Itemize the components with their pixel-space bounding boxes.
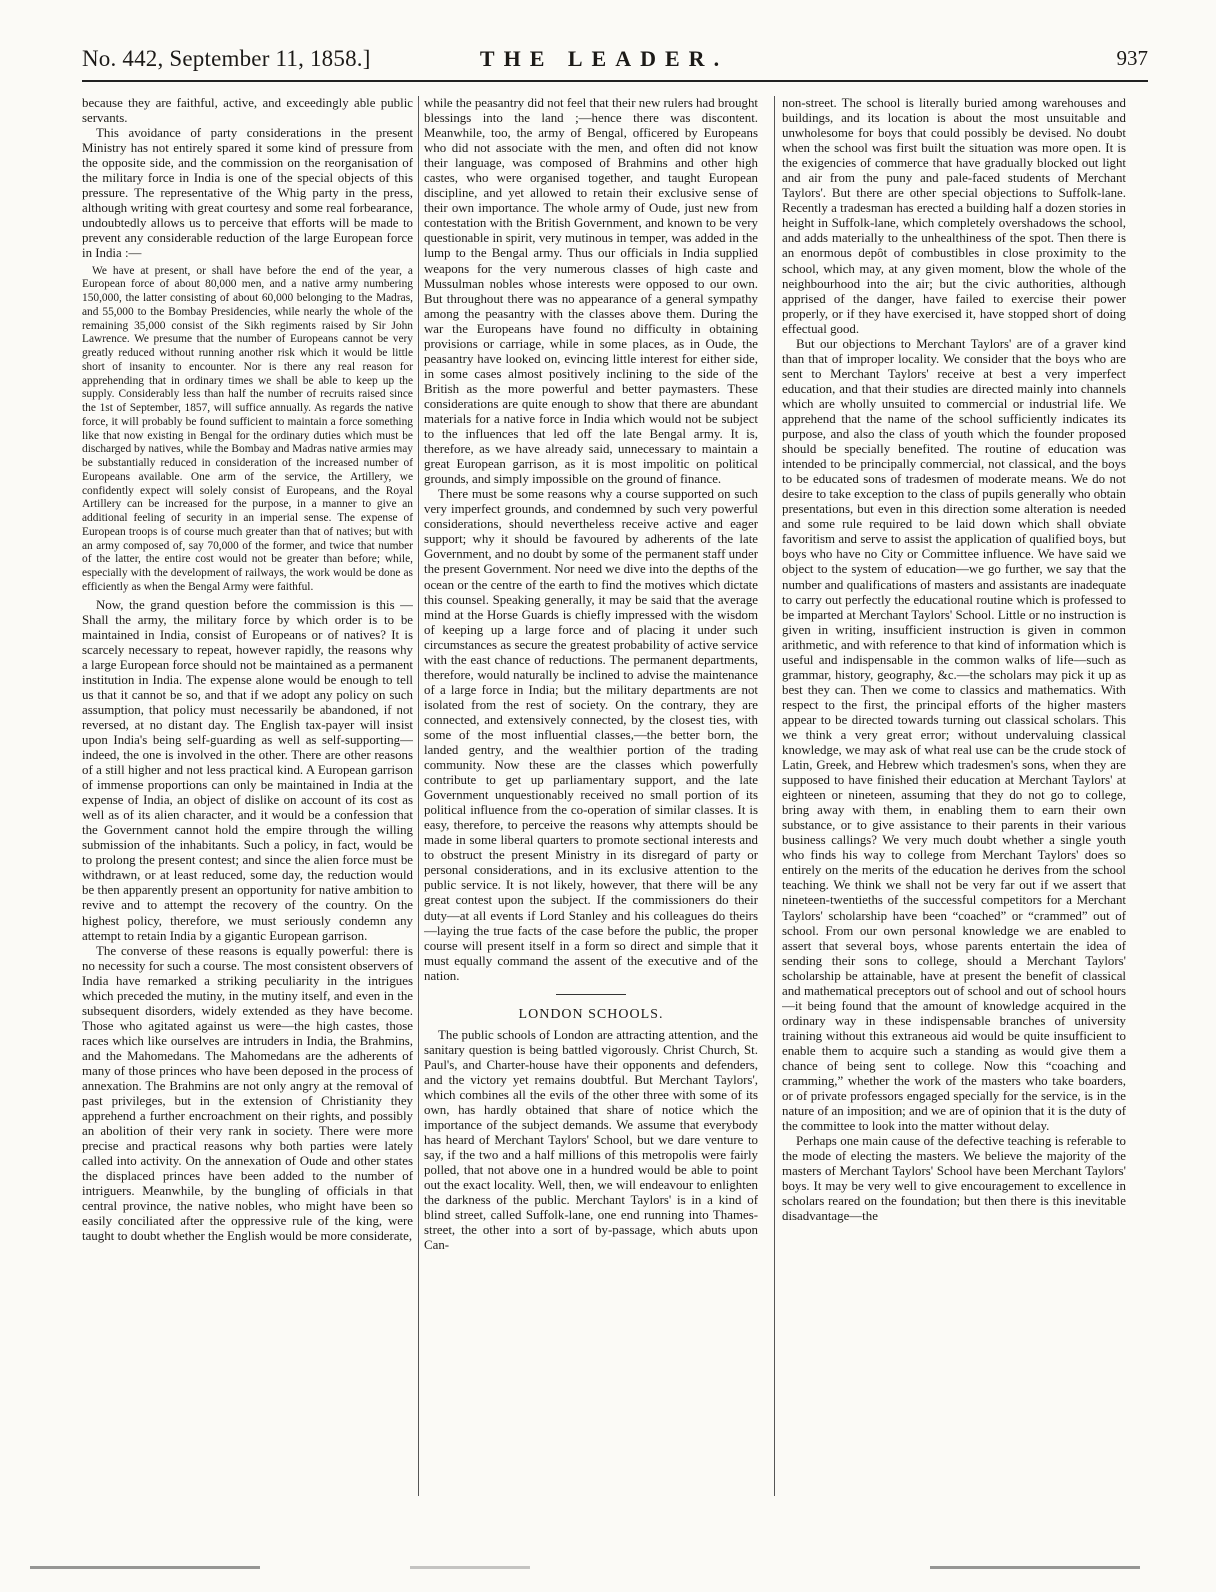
paragraph: because they are faithful, active, and exceedingly able public servants.	[82, 96, 413, 126]
scan-noise	[30, 1560, 1186, 1574]
block-quote: We have at present, or shall have before the end of the year, a European force of about 80,000 men, and a native army numbering 150,000, the latter consisting of about 60,000 belonging to the Madras, and 55,000 to the Bombay Presidencies, while nearly the whole of the remaining 35,000 consist of the Sikh regiments raised by Sir John Lawrence. We presume that the number of Europeans cannot be very greatly reduced without running another risk which it would be little short of insanity to encounter. Nor is there any real reason for apprehending that in ordinary times we shall be able to keep up the supply. Considerably less than half the number of recruits raised since the 1st of September, 1857, will suffice annually. As regards the native force, it will probably be found sufficient to maintain a force something like that now existing in Bengal for the ordinary duties which must be discharged by natives, while the Bombay and Madras native armies may be substantially reduced in consideration of the increased number of Europeans available. One arm of the service, the Artillery, we confidently expect will solely consist of Europeans, and the Royal Artillery can be increased for the purpose, in a manner to give an additional feeling of security in an imperial sense. The expense of European troops is of course much greater than that of natives; but with an army composed of, say 70,000 of the former, and twice that number of the latter, the entire cost would not be greater than before; while, especially with the development of railways, the work would be done as efficiently as when the Bengal Army were faithful.	[82, 264, 413, 593]
column-3	[782, 96, 1126, 1501]
column-1	[82, 96, 413, 1501]
masthead-title: THE LEADER.	[479, 46, 729, 71]
paragraph: The converse of these reasons is equally powerful: there is no necessity for such a course. The most consistent observers of India have remarked a striking peculiarity in the intrigues which preceded the mutiny, in the mutiny itself, and even in the subsequent disorders, widely extended as they have become. Those who agitated against us were—the high castes, those races which like ourselves are intruders in India, the Brahmins, and the Mahomedans. The Mahomedans are the adherents of many of those princes who have been deposed in the process of annexation. The Brahmins are not only angry at the removal of past privileges, but in the extension of Christianity they apprehend a further encroachment on their rights, and possibly an abolition of their very rank in society. There were more precise and practical reasons why both parties were lately called into activity. On the annexation of Oude and other states the displaced princes have been added to the number of intriguers. Meanwhile, by the bungling of officials in that central province, the native nobles, who might have been so easily conciliated after the oppressive rule of the king, were taught to doubt whether the English would be more considerate,	[82, 943, 413, 1244]
paragraph: Perhaps one main cause of the defective teaching is referable to the mode of electing the masters. We believe the majority of the masters of Merchant Taylors' School have been Merchant Taylors' boys. It may be very well to give encouragement to excellence in scholars reared on the foundation; but then there is this inevitable disadvantage—the	[782, 1134, 1126, 1224]
paragraph: while the peasantry did not feel that their new rulers had brought blessings into the land ;—hence there was discontent. Meanwhile, too, the army of Bengal, officered by Europeans who did not associate with the men, and often did not know their language, was composed of Brahmins and other high castes, who were organised together, and taught European discipline, and yet allowed to retain their exclusive sense of their own importance. The whole army of Oude, just new from contestation with the British Government, and known to be very questionable in spirit, very mutinous in temper, was added in the lump to the Bengal army. Thus our officials in India supplied weapons for the very numerous classes of high caste and Mussulman nobles whose interests were opposed to our own. But throughout there was no appearance of a general sympathy among the peasantry with the classes above them. During the war the Europeans have found no difficulty in obtaining provisions or carriage, while in some places, as in Oude, the peasantry have looked on, evincing little interest for either side, in some cases almost positively inclining to the side of the British as the more powerful and better paymasters. These considerations are quite enough to show that there are abundant materials for a native force in India which would not be subject to the influences that led off the late Bengal army. It is, therefore, as we have already said, unnecessary to maintain a great European garrison, as it is most impolitic on political grounds, and simply impossible on the ground of finance.	[424, 96, 758, 487]
paragraph: Now, the grand question before the commission is this — Shall the army, the military force by which order is to be maintained in India, consist of Europeans or of natives? It is scarcely necessary to repeat, however rapidly, the reasons why a large European force should not be maintained as a permanent institution in India. The expense alone would be enough to tell us that it cannot be so, and that if we adopt any policy on such assumption, that policy must necessarily be abandoned, if not reversed, at no distant day. The English tax-payer will insist upon India's being self-guarding as well as self-supporting—indeed, the one is involved in the other. There are other reasons of a still higher and not less practical kind. A European garrison of immense proportions can only be maintained in India at the expense of India, an object of dislike on account of its cost as well as of its alien character, and it would be a confession that the Government cannot hold the empire through the willing submission of the inhabitants. Such a policy, in fact, would be to prolong the present contest; and since the alien force must be withdrawn, or at least reduced, some day, the reduction would be then apparently present an opportunity for native ambition to revive and to attempt the recovery of the country. On the highest policy, therefore, we must seriously condemn any attempt to retain India by a gigantic European garrison.	[82, 597, 413, 943]
section-heading: LONDON SCHOOLS.	[518, 1006, 664, 1022]
paragraph: But our objections to Merchant Taylors' are of a graver kind than that of improper locality. We consider that the boys who are sent to Merchant Taylors' receive at best a very imperfect education, and that their studies are directed mainly into channels which are wholly unsuited to commercial or industrial life. We apprehend that the name of the school sufficiently indicates its purpose, and also the class of youth which the founder proposed should be specially benefited. The routine of education was intended to be principally commercial, not classical, and the boys to be educated sons of tradesmen of moderate means. We do not desire to take exception to the class of pupils generally who obtain presentations, but even in this direction some alteration is needed and some rule required to be laid down which shall obviate favoritism and serve to assist the application of qualified boys, but boys who have no City or Committee influence. We have said we object to the system of education—we go further, we say that the number and qualifications of masters and assistants are inadequate to carry out perfectly the educational routine which is professed to be imparted at Merchant Taylors' School. Little or no instruction is given in writing, insufficient instruction is given in common arithmetic, and with reference to that kind of information which is useful and indispensable in the common walks of life—such as grammar, history, geography, &c.—the scholars may pick it up as best they can. Then we come to classics and mathematics. With respect to the first, the principal efforts of the higher masters appear to be directed towards turning out classical scholars. This we think a very great error; without undervaluing classical knowledge, we may ask of what real use can be the crude stock of Latin, Greek, and Hebrew which tradesmen's sons, when they are supposed to have finished their education at Merchant Taylors' at eighteen or nineteen, assuming that they do not go to college, bring away with them, in enabling them to earn their own substance, or to give assistance to their parents in their various business callings? We very much doubt whether a single youth who finds his way to college from Merchant Taylors' does so entirely on the merits of the education he derives from the school teaching. We think we shall not be very far out if we assert that nineteen-twentieths of the successful competitors for a Merchant Taylors' scholarship have been “coached” or “crammed” out of school. From our own personal knowledge we are enabled to assert that several boys, whose parents entertain the idea of sending their sons to college, should a Merchant Taylors' scholarship be attainable, have at present the benefit of classical and mathematical preceptors out of school and out of school hours—it being found that the amount of knowledge acquired in the ordinary way in these indispensable branches of university training without this extraneous aid would be quite insufficient to enable them to acquire such a standing as would give them a chance of being sent to college. Now this “coaching and cramming,” whether the work of the masters who take boarders, or of private professors engaged specially for the service, is in the nature of an imposition; and we are of opinion that it is the duty of the committee to look into the matter without delay.	[782, 336, 1126, 1134]
page-header	[60, 46, 1148, 86]
paragraph: There must be some reasons why a course supported on such very imperfect grounds, and condemned by such very powerful considerations, should nevertheless receive active and eager support; why it should be favoured by adherents of the late Government, and no doubt by some of the permanent staff under the present Government. Nor need we dive into the depths of the ocean or the centre of the earth to find the motives which dictate this counsel. Speaking generally, it may be said that the average mind at the Horse Guards is chiefly impressed with the wisdom of keeping up a large force and of placing it under such circumstances as secure the greatest probability of active service with the east chance of reductions. The permanent departments, therefore, would naturally be inclined to advise the maintenance of a large force in India; but the military departments are not isolated from the rest of society. On the contrary, they are connected, and extensively connected, by the closest ties, with some of the most influential classes,—the better born, the landed gentry, and the wealthier portion of the trading community. Now these are the classes which powerfully contribute to get up parliamentary support, and the late Government unquestionably received no small portion of its political influence from the co-operation of similar classes. It is easy, therefore, to perceive the reasons why attempts should be made in some liberal quarters to promote sectional interests and to obstruct the present Ministry in its disregard of party or personal considerations, and in its exclusive attention to the public service. It is not likely, however, that there will be any great contest upon the subject. If the commissioners do their duty—at all events if Lord Stanley and his colleagues do theirs—laying the true facts of the case before the public, the proper course will present itself in a form so direct and simple that it must equally command the assent of the executive and of the nation.	[424, 487, 758, 983]
paragraph: non-street. The school is literally buried among warehouses and buildings, and its location is about the most unsuitable and unwholesome for boys that could possibly be devised. No doubt when the school was first built the situation was more open. It is the exigencies of commerce that have gradually blocked out light and air from the puny and pale-faced students of Merchant Taylors'. But there are other special objections to Suffolk-lane. Recently a tradesman has erected a building half a dozen stories in height in Suffolk-lane, which completely overshadows the school, and adds materially to the unhealthiness of the spot. Then there is an enormous depôt of combustibles in close proximity to the school, which may, at any given moment, blow the whole of the neighbourhood into the air; but the civic authorities, although apprised of the danger, have failed to exercise their power properly, or if they have exercised it, have stopped short of doing effectual good.	[782, 96, 1126, 336]
section-separator	[556, 994, 626, 995]
paragraph: This avoidance of party considerations in the present Ministry has not entirely spared it some kind of pressure from the opposite side, and the commission on the reorganisation of the military force in India is one of the special objects of this pressure. The representative of the Whig party in the press, although writing with great courtesy and some real forbearance, undoubtedly allows us to perceive that efforts will be made to prevent any considerable reduction of the large European force in India :—	[82, 126, 413, 261]
column-divider-right	[774, 96, 775, 1496]
paragraph: The public schools of London are attracting attention, and the sanitary question is being battled vigorously. Christ Church, St. Paul's, and Charter-house have their opponents and defenders, and the victory yet remains doubtful. But Merchant Taylors', which combines all the evils of the other three with some of its own, has hardly obtained that share of notice which the importance of the subject demands. We assume that everybody has heard of Merchant Taylors' School, but we dare venture to say, if the two and a half millions of this metropolis were fairly polled, that not above one in a hundred would be able to point out the exact locality. Well, then, we will endeavour to enlighten the darkness of the public. Merchant Taylors' is in a kind of blind street, called Suffolk-lane, one end running into Thames-street, the other into a sort of by-passage, which abuts upon Can-	[424, 1027, 758, 1253]
header-rule	[82, 80, 1148, 82]
issue-date: No. 442, September 11, 1858.]	[82, 46, 371, 71]
column-2	[424, 96, 758, 1501]
page-number: 937	[1116, 46, 1148, 70]
column-divider-left	[418, 96, 419, 1496]
